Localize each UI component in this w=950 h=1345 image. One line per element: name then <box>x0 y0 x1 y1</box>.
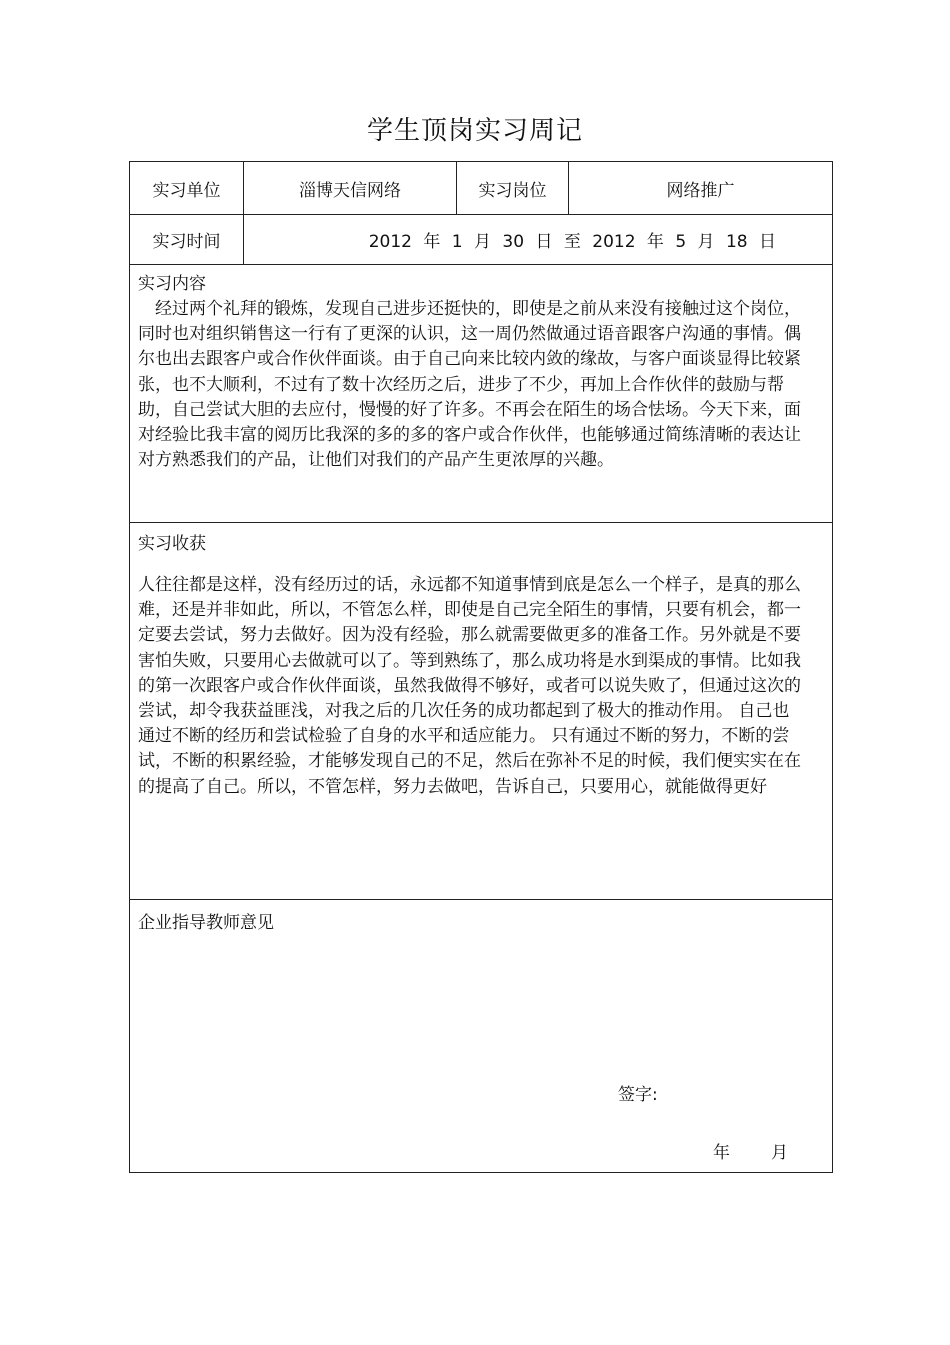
teacher-label: 企业指导教师意见 <box>138 913 274 933</box>
harvest-label: 实习收获 <box>138 534 206 554</box>
teacher-opinion-section <box>130 900 832 1172</box>
content-label: 实习内容 <box>138 274 206 294</box>
position-value: 网络推广 <box>666 180 735 201</box>
weekly-report-form <box>129 161 833 1173</box>
content-section <box>130 265 832 523</box>
position-label: 实习岗位 <box>457 162 569 214</box>
time-label: 实习时间 <box>130 215 244 264</box>
time-value: 2012 年 1 月 30 日 至 2012 年 5 月 18 日 <box>368 232 776 252</box>
year-label: 年 <box>713 1143 730 1163</box>
unit-position-row <box>130 162 832 215</box>
time-row <box>130 215 832 265</box>
harvest-text: 人往往都是这样，没有经历过的话，永远都不知道事情到底是怎么一个样子，是真的那么难，还是并非如此，所以，不管怎么样，即使是自己完全陌生的事情，只要有机会，都一定要去尝试，努力去做好。因为没有经验，那么就需要做更多的准备工作。另外就是不要害怕失败，只要用心去做就可以了。等到熟练了，那么成功将是水到渠成的事情。比如我的第一次跟客户或合作伙伴面谈，虽然我做得不够好，或者可以说失败了，但通过这次的尝试，却令我获益匪浅，对我之后的几次任务的成功都起到了极大的推动作用。 自己也通过不断的经历和尝试检验了自身的水平和适应能力。 只有通过不断的努力，不断的尝试，不断的积累经验，才能够发现自己的不足，然后在弥补不足的时候，我们便实实在在的提高了自己。所以，不管怎样，努力去做吧，告诉自己，只要用心，就能做得更好 <box>138 575 801 797</box>
page-title: 学生顶岗实习周记 <box>366 116 583 146</box>
month-label: 月 <box>771 1143 788 1163</box>
content-text: 经过两个礼拜的锻炼，发现自己进步还挺快的，即使是之前从来没有接触过这个岗位，同时也对组织销售这一行有了更深的认识，这一周仍然做通过语音跟客户沟通的事情。偶尔也出去跟客户或合作伙伴面谈。由于自己向来比较内敛的缘故，与客户面谈显得比较紧张，也不大顺利，不过有了数十次经历之后，进步了不少，再加上合作伙伴的鼓励与帮助，自己尝试大胆的去应付，慢慢的好了许多。不再会在陌生的场合怯场。今天下来，面对经验比我丰富的阅历比我深的多的多的客户或合作伙伴，也能够通过简练清晰的表达让对方熟悉我们的产品，让他们对我们的产品产生更浓厚的兴趣。 <box>138 299 801 471</box>
harvest-section <box>130 523 832 900</box>
signature-label: 签字: <box>618 1085 658 1105</box>
unit-label: 实习单位 <box>130 162 244 214</box>
unit-value: 淄博天信网络 <box>244 162 457 214</box>
